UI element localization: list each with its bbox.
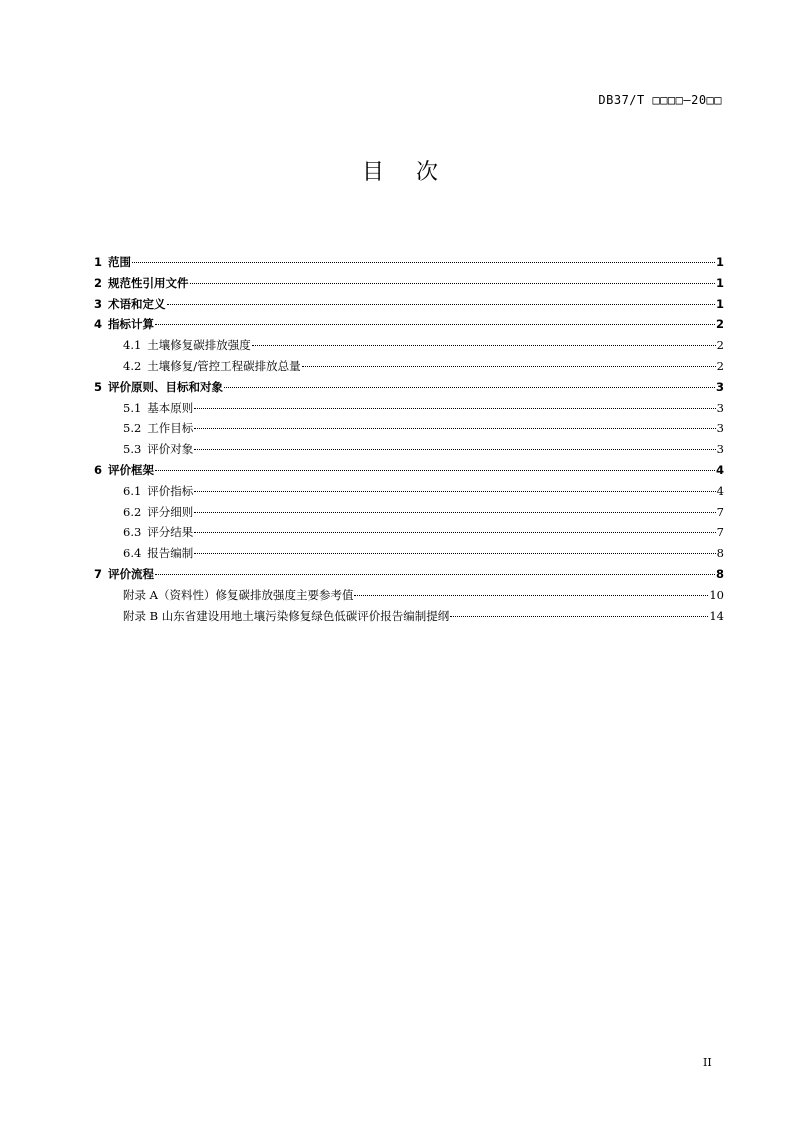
toc-entry-label <box>123 502 193 523</box>
toc-entry-text: 评分细则 <box>147 504 194 519</box>
toc-entry[interactable] <box>94 564 724 585</box>
toc-entry-number: 5.2 <box>123 421 142 436</box>
toc-entry-number: 6.4 <box>123 546 142 561</box>
dot-leader <box>194 532 715 533</box>
toc-entry-text: 土壤修复碳排放强度 <box>147 338 251 353</box>
dot-leader <box>354 595 708 596</box>
toc-entry-label <box>123 439 193 460</box>
toc-entry-text: 评价框架 <box>108 462 155 477</box>
toc-entry-text: 报告编制 <box>147 546 194 561</box>
toc-entry-label <box>123 481 193 502</box>
table-of-contents <box>94 252 724 626</box>
toc-entry-label <box>123 522 193 543</box>
toc-entry-label <box>94 252 131 273</box>
toc-entry-page: 4 <box>715 462 724 477</box>
toc-entry-page: 14 <box>709 608 724 623</box>
toc-entry-number: 4 <box>94 317 103 332</box>
dot-leader <box>194 428 715 429</box>
toc-entry-label <box>94 294 166 315</box>
toc-entry-number: 5.1 <box>123 400 142 415</box>
standard-code: DB37/T □□□□—20□□ <box>598 93 722 107</box>
dot-leader <box>252 345 716 346</box>
dot-leader <box>167 304 715 305</box>
toc-entry-text: 评价流程 <box>108 566 155 581</box>
toc-entry[interactable] <box>94 377 724 398</box>
toc-entry[interactable] <box>94 543 724 564</box>
page-title: 目次 <box>361 160 470 185</box>
toc-entry-label <box>94 314 154 335</box>
toc-entry-page: 8 <box>716 546 724 561</box>
toc-entry[interactable] <box>94 294 724 315</box>
toc-entry-label <box>123 335 251 356</box>
toc-entry[interactable] <box>94 481 724 502</box>
dot-leader <box>155 324 715 325</box>
toc-entry-number: 1 <box>94 255 103 269</box>
toc-entry-number: 6.2 <box>123 504 142 519</box>
toc-entry[interactable] <box>94 273 724 294</box>
toc-entry[interactable] <box>94 439 724 460</box>
toc-entry[interactable] <box>94 418 724 439</box>
dot-leader <box>194 553 715 554</box>
toc-entry-page: 4 <box>716 483 724 498</box>
toc-entry[interactable] <box>94 356 724 377</box>
toc-entry-number: 6 <box>94 462 103 477</box>
toc-entry-page: 10 <box>709 587 724 602</box>
toc-entry-text: 附录 B 山东省建设用地土壤污染修复绿色低碳评价报告编制提纲 <box>123 608 450 623</box>
toc-entry-text: 评价对象 <box>147 442 194 457</box>
toc-entry-text: 术语和定义 <box>108 296 166 311</box>
toc-entry-number: 7 <box>94 566 103 581</box>
toc-entry-text: 评分结果 <box>147 525 194 540</box>
toc-entry-page: 3 <box>715 379 724 394</box>
toc-entry-page: 2 <box>716 358 724 373</box>
toc-entry[interactable] <box>94 502 724 523</box>
toc-entry-text: 指标计算 <box>108 317 155 332</box>
toc-entry[interactable] <box>94 606 724 627</box>
toc-entry-label <box>123 543 193 564</box>
toc-entry-page: 2 <box>716 338 724 353</box>
toc-entry-text: 附录 A（资料性）修复碳排放强度主要参考值 <box>123 587 354 602</box>
toc-entry-label <box>94 564 154 585</box>
toc-entry-label <box>123 418 193 439</box>
dot-leader <box>224 387 715 388</box>
dot-leader <box>194 408 715 409</box>
dot-leader <box>194 491 715 492</box>
dot-leader <box>450 616 708 617</box>
dot-leader <box>132 262 715 263</box>
toc-entry-page: 1 <box>715 255 724 269</box>
toc-entry-text: 土壤修复/管控工程碳排放总量 <box>147 358 301 373</box>
toc-entry-page: 3 <box>716 421 724 436</box>
toc-entry-number: 6.1 <box>123 483 142 498</box>
toc-entry[interactable] <box>94 252 724 273</box>
toc-entry[interactable] <box>94 585 724 606</box>
toc-entry-label <box>123 585 353 606</box>
toc-entry[interactable] <box>94 460 724 481</box>
toc-entry-label <box>123 398 193 419</box>
toc-entry-page: 1 <box>715 296 724 311</box>
toc-entry[interactable] <box>94 314 724 335</box>
toc-entry-page: 7 <box>716 504 724 519</box>
dot-leader <box>190 283 715 284</box>
toc-entry-label <box>123 606 449 627</box>
toc-entry-page: 3 <box>716 400 724 415</box>
toc-entry-number: 6.3 <box>123 525 142 540</box>
toc-entry-label <box>94 273 189 294</box>
dot-leader <box>155 470 715 471</box>
toc-entry-page: 8 <box>715 566 724 581</box>
toc-entry-page: 1 <box>715 275 724 290</box>
toc-entry-text: 范围 <box>108 255 132 269</box>
toc-entry[interactable] <box>94 335 724 356</box>
toc-entry-text: 基本原则 <box>147 400 194 415</box>
dot-leader <box>155 574 715 575</box>
toc-entry-page: 2 <box>715 317 724 332</box>
toc-entry-number: 4.2 <box>123 358 142 373</box>
toc-entry-label <box>94 377 223 398</box>
toc-entry-text: 评价原则、目标和对象 <box>108 379 224 394</box>
toc-entry-text: 评价指标 <box>147 483 194 498</box>
page-number: II <box>703 1056 712 1069</box>
toc-entry-label <box>94 460 154 481</box>
toc-entry-page: 7 <box>716 525 724 540</box>
toc-entry-number: 2 <box>94 275 103 290</box>
dot-leader <box>194 449 715 450</box>
toc-entry-page: 3 <box>716 442 724 457</box>
toc-entry-number: 4.1 <box>123 338 142 353</box>
dot-leader <box>194 512 715 513</box>
toc-entry-number: 5.3 <box>123 442 142 457</box>
toc-entry-label <box>123 356 301 377</box>
toc-entry-text: 规范性引用文件 <box>108 275 189 290</box>
toc-entry-number: 3 <box>94 296 103 311</box>
toc-entry[interactable] <box>94 522 724 543</box>
dot-leader <box>302 366 716 367</box>
toc-entry[interactable] <box>94 398 724 419</box>
toc-entry-text: 工作目标 <box>147 421 194 436</box>
toc-entry-number: 5 <box>94 379 103 394</box>
